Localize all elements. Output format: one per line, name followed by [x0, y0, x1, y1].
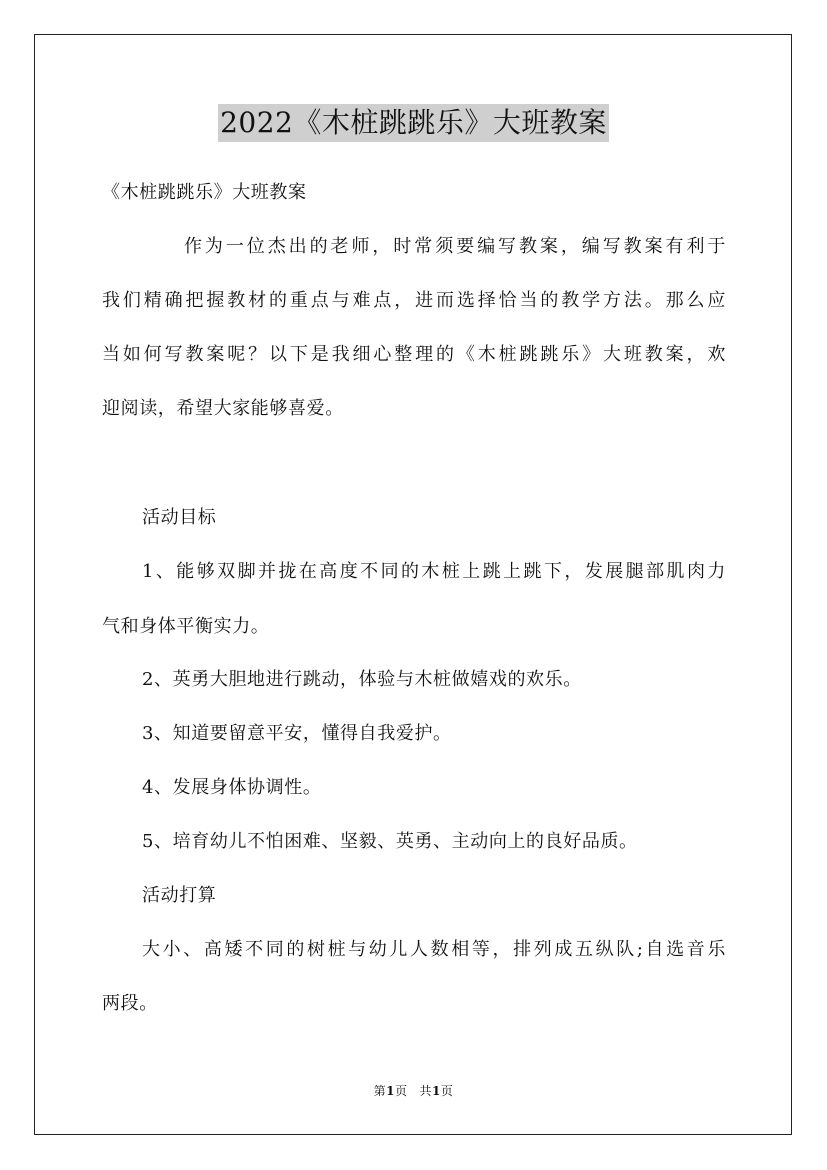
- title-container: [0, 104, 827, 142]
- intro-line-4: 迎阅读，希望大家能够喜爱。: [102, 398, 344, 419]
- goal-3: 3、知道要留意平安，懂得自我爱护。: [142, 723, 452, 744]
- goal-4: 4、发展身体协调性。: [142, 777, 322, 798]
- prep-line-1: 大小、高矮不同的树桩与幼儿人数相等，排列成五纵队;自选音乐: [142, 939, 726, 960]
- page-footer: [0, 1083, 827, 1099]
- footer-page-suffix: 页: [394, 1084, 408, 1098]
- intro-line-3: 当如何写教案呢？以下是我细心整理的《木桩跳跳乐》大班教案，欢: [102, 344, 726, 365]
- intro-line-2: 我们精确把握教材的重点与难点，进而选择恰当的教学方法。那么应: [102, 290, 726, 311]
- document-subtitle: 《木桩跳跳乐》大班教案: [102, 182, 307, 203]
- footer-page-prefix: 第: [373, 1084, 387, 1098]
- footer-page-number: 1: [386, 1084, 395, 1098]
- goals-heading: 活动目标: [142, 507, 217, 528]
- goal-1-line-2: 气和身体平衡实力。: [102, 616, 270, 637]
- goal-1-line-1: 1、能够双脚并拢在高度不同的木桩上跳上跳下，发展腿部肌肉力: [142, 561, 726, 582]
- goal-2: 2、英勇大胆地进行跳动，体验与木桩做嬉戏的欢乐。: [142, 669, 582, 690]
- footer-total-suffix: 页: [440, 1084, 454, 1098]
- footer-total-prefix: 共: [419, 1084, 433, 1098]
- intro-line-1: 作为一位杰出的老师，时常须要编写教案，编写教案有利于: [184, 236, 726, 257]
- prep-heading: 活动打算: [142, 885, 217, 906]
- prep-line-2: 两段。: [102, 993, 158, 1014]
- goal-5: 5、培育幼儿不怕困难、坚毅、英勇、主动向上的良好品质。: [142, 831, 638, 852]
- footer-total-number: 1: [432, 1084, 441, 1098]
- document-title: 2022《木桩跳跳乐》大班教案: [218, 104, 609, 142]
